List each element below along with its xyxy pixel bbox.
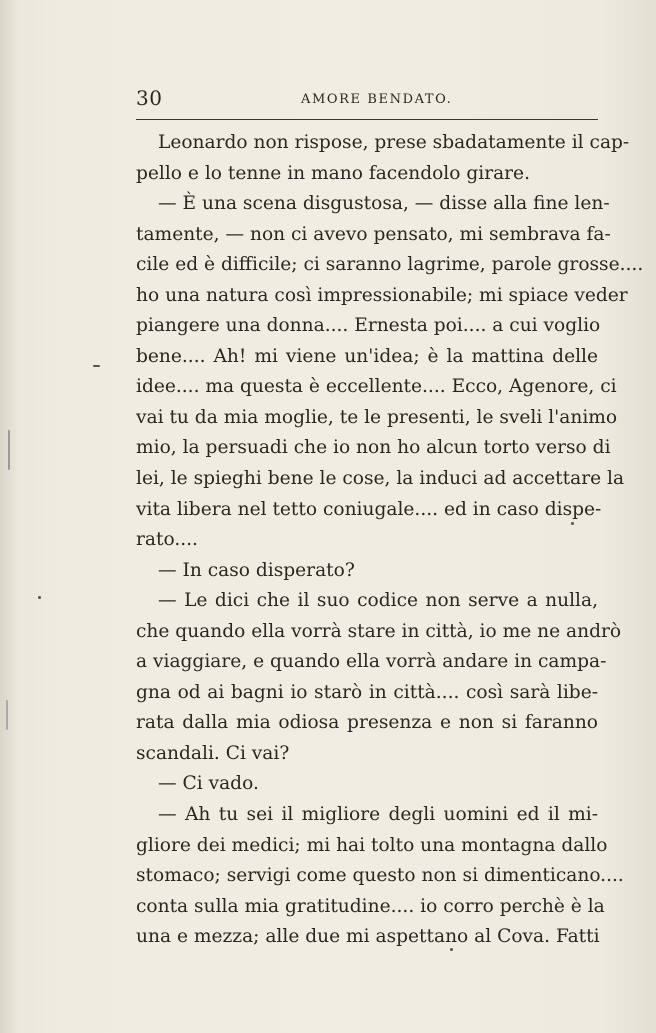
text-line: gna od ai bagni io starò in città.... così sarà libe- bbox=[136, 681, 598, 703]
text-line: — In caso disperato? bbox=[158, 559, 355, 581]
text-line: rata dalla mia odiosa presenza e non si faranno bbox=[136, 712, 598, 734]
running-title: AMORE BENDATO. bbox=[301, 92, 453, 107]
text-line: che quando ella vorrà stare in città, io me ne andrò bbox=[136, 620, 622, 642]
text-line: conta sulla mia gratitudine.... io corro perchè è la bbox=[136, 895, 605, 917]
page-number: 30 bbox=[136, 86, 163, 110]
header-rule bbox=[136, 119, 598, 120]
text-line: gliore dei medici; mi hai tolto una montagna dallo bbox=[136, 834, 608, 856]
text-line: — Le dici che il suo codice non serve a nulla, bbox=[158, 590, 598, 612]
text-line: idee.... ma questa è eccellente.... Ecco, Agenore, ci bbox=[136, 376, 617, 398]
text-line: — Ci vado. bbox=[158, 773, 259, 795]
text-line: vita libera nel tetto coniugale.... ed in caso dispe- bbox=[136, 498, 602, 520]
text-line: una e mezza; alle due mi aspettano al Cova. Fatti bbox=[136, 926, 600, 948]
text-line: — Ah tu sei il migliore degli uomini ed il mi- bbox=[158, 804, 598, 826]
text-line: — È una scena disgustosa, — disse alla fine len- bbox=[158, 193, 610, 215]
text-line: piangere una donna.... Ernesta poi.... a cui voglio bbox=[136, 315, 601, 337]
text-line: cile ed è difficile; ci saranno lagrime, parole grosse.... bbox=[136, 254, 644, 276]
text-line: mio, la persuadi che io non ho alcun torto verso di bbox=[136, 437, 611, 459]
body-text bbox=[136, 128, 644, 953]
text-line: pello e lo tenne in mano facendolo girare. bbox=[136, 162, 530, 184]
text-line: tamente, — non ci avevo pensato, mi sembrava fa- bbox=[136, 223, 611, 245]
text-line: Leonardo non rispose, prese sbadatamente il cap- bbox=[158, 132, 630, 153]
text-line: bene.... Ah! mi viene un'idea; è la mattina delle bbox=[136, 345, 598, 367]
text-line: rato.... bbox=[136, 529, 198, 551]
text-line: stomaco; servigi come questo non si dimenticano.... bbox=[136, 865, 624, 887]
text-line: lei, le spieghi bene le cose, la induci ad accettare la bbox=[136, 468, 625, 490]
text-line: vai tu da mia moglie, te le presenti, le sveli l'animo bbox=[136, 406, 618, 428]
text-line: a viaggiare, e quando ella vorrà andare in campa- bbox=[136, 651, 607, 673]
text-line: scandali. Ci vai? bbox=[136, 742, 290, 764]
text-line: ho una natura così impressionabile; mi spiace veder bbox=[136, 284, 628, 306]
running-head bbox=[136, 84, 598, 114]
